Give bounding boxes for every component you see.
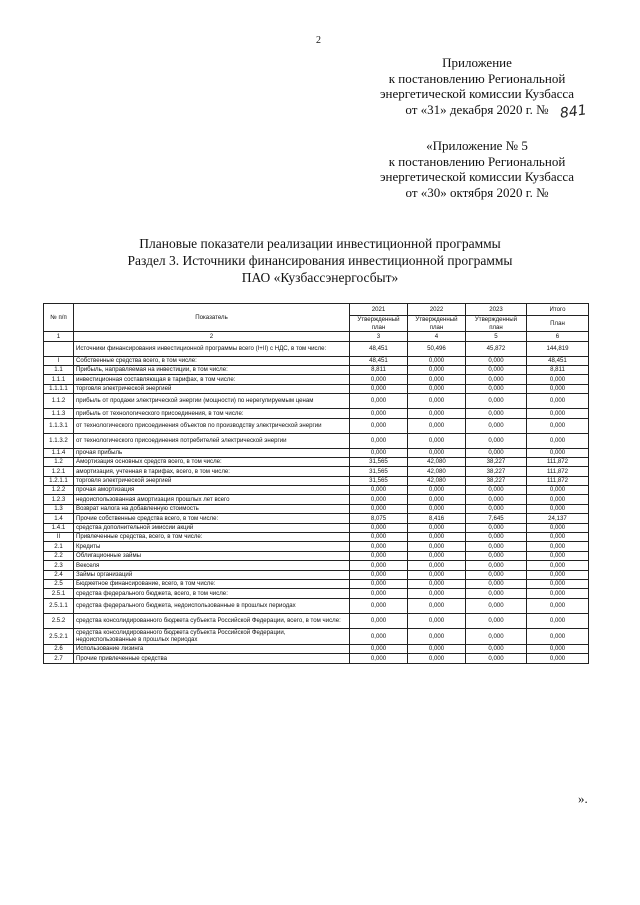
table-row <box>44 375 589 384</box>
row-value-total: 111,872 <box>527 467 589 476</box>
row-value-2022: 0,000 <box>408 542 466 551</box>
header-index-3: 3 <box>350 332 408 341</box>
table-row <box>44 356 589 365</box>
header-index-5: 5 <box>466 332 527 341</box>
title-line3: ПАО «Кузбассэнергосбыт» <box>241 270 399 285</box>
row-label: Прибыль, направляемая на инвестиции, в том числе: <box>74 365 350 374</box>
row-value-2022: 0,000 <box>408 394 466 409</box>
row-num: 2.2 <box>44 551 74 560</box>
row-value-total: 8,811 <box>527 365 589 374</box>
row-value-2023: 0,000 <box>466 570 527 579</box>
row-label: средства федерального бюджета, недоиспользованные в прошлых периодах <box>74 598 350 613</box>
table-row <box>44 551 589 560</box>
row-value-2023: 45,872 <box>466 341 527 356</box>
row-num: 2.7 <box>44 654 74 663</box>
row-label: средства дополнительной эмиссии акций <box>74 523 350 532</box>
row-label: торговля электрической энергией <box>74 384 350 393</box>
row-value-2022: 0,000 <box>408 551 466 560</box>
table-row <box>44 394 589 409</box>
row-num: 1.3 <box>44 504 74 513</box>
row-label: прочая прибыль <box>74 448 350 457</box>
row-num: 2.3 <box>44 561 74 570</box>
row-value-2022: 0,000 <box>408 448 466 457</box>
row-value-2021: 48,451 <box>350 341 408 356</box>
row-num: 2.1 <box>44 542 74 551</box>
row-value-2022: 0,000 <box>408 495 466 504</box>
row-value-total: 0,000 <box>527 644 589 653</box>
financing-sources-table <box>43 303 589 664</box>
row-num: 1.1.3.1 <box>44 418 74 433</box>
row-value-2023: 0,000 <box>466 394 527 409</box>
row-value-2023: 0,000 <box>466 533 527 542</box>
row-value-2021: 31,565 <box>350 457 408 466</box>
row-value-total: 0,000 <box>527 448 589 457</box>
row-num: 1.1.3.2 <box>44 433 74 448</box>
row-label: Прочие собственные средства всего, в том числе: <box>74 514 350 523</box>
row-value-2021: 0,000 <box>350 486 408 495</box>
header-year-2022: 2022 <box>408 304 466 316</box>
row-num: 1.1.4 <box>44 448 74 457</box>
row-value-2021: 0,000 <box>350 628 408 644</box>
row-label: Источники финансирования инвестиционной программы всего (I+II) с НДС, в том числе: <box>74 341 350 356</box>
row-value-2022: 50,496 <box>408 341 466 356</box>
row-num: 1.2.1.1 <box>44 476 74 485</box>
row-num: 2.5.1.1 <box>44 598 74 613</box>
row-value-2022: 0,000 <box>408 375 466 384</box>
row-label: прибыль от продажи электрической энергии (мощности) по нерегулируемым ценам <box>74 394 350 409</box>
header-index-4: 4 <box>408 332 466 341</box>
title-line2: Раздел 3. Источники финансирования инвестиционной программы <box>127 253 513 268</box>
row-label: прибыль от технологического присоединения, в том числе: <box>74 409 350 418</box>
row-value-2022: 0,000 <box>408 561 466 570</box>
row-label: Бюджетное финансирование, всего, в том числе: <box>74 580 350 589</box>
row-num: 1.2.1 <box>44 467 74 476</box>
row-value-2022: 0,000 <box>408 570 466 579</box>
row-value-2023: 0,000 <box>466 580 527 589</box>
header-total-plan: План <box>527 316 589 332</box>
table-row <box>44 570 589 579</box>
row-value-2021: 0,000 <box>350 504 408 513</box>
row-label: средства консолидированного бюджета субъекта Российской Федерации, недоиспользованные в прошлых периодах <box>74 628 350 644</box>
row-value-2023: 0,000 <box>466 356 527 365</box>
table-row <box>44 561 589 570</box>
table-row <box>44 418 589 433</box>
row-value-2023: 0,000 <box>466 613 527 628</box>
row-value-total: 0,000 <box>527 580 589 589</box>
row-label: Возврат налога на добавленную стоимость <box>74 504 350 513</box>
appendix-original-block <box>352 138 602 200</box>
row-value-2023: 38,227 <box>466 476 527 485</box>
row-value-total: 0,000 <box>527 418 589 433</box>
row-value-2023: 0,000 <box>466 523 527 532</box>
table-row <box>44 433 589 448</box>
row-value-2023: 0,000 <box>466 418 527 433</box>
row-value-2021: 31,565 <box>350 467 408 476</box>
row-label: Прочие привлеченные средства <box>74 654 350 663</box>
row-label: Займы организаций <box>74 570 350 579</box>
row-value-2022: 42,080 <box>408 457 466 466</box>
table-row <box>44 628 589 644</box>
row-value-total: 0,000 <box>527 394 589 409</box>
appendix-current-line1: Приложение <box>442 55 512 70</box>
row-value-2022: 0,000 <box>408 523 466 532</box>
table-row <box>44 533 589 542</box>
row-value-2021: 0,000 <box>350 448 408 457</box>
row-value-2021: 0,000 <box>350 551 408 560</box>
table-row <box>44 341 589 356</box>
row-value-2023: 0,000 <box>466 375 527 384</box>
row-label: Использование лизинга <box>74 644 350 653</box>
table-row <box>44 448 589 457</box>
row-value-2023: 0,000 <box>466 628 527 644</box>
row-value-2022: 0,000 <box>408 504 466 513</box>
row-value-total: 0,000 <box>527 433 589 448</box>
header-year-2023: 2023 <box>466 304 527 316</box>
row-value-2022: 0,000 <box>408 486 466 495</box>
row-value-total: 111,872 <box>527 457 589 466</box>
row-value-2022: 0,000 <box>408 533 466 542</box>
row-value-2022: 0,000 <box>408 580 466 589</box>
row-value-total: 24,137 <box>527 514 589 523</box>
row-value-total: 0,000 <box>527 523 589 532</box>
row-value-2021: 0,000 <box>350 384 408 393</box>
row-value-2022: 42,080 <box>408 476 466 485</box>
row-num: 2.5 <box>44 580 74 589</box>
row-value-2022: 0,000 <box>408 384 466 393</box>
row-label: торговля электрической энергией <box>74 476 350 485</box>
row-value-total: 0,000 <box>527 495 589 504</box>
table-row <box>44 514 589 523</box>
row-value-total: 0,000 <box>527 598 589 613</box>
row-label: прочая амортизация <box>74 486 350 495</box>
row-label: Кредиты <box>74 542 350 551</box>
row-value-2021: 0,000 <box>350 375 408 384</box>
row-value-2021: 0,000 <box>350 418 408 433</box>
table-row <box>44 495 589 504</box>
row-value-2022: 0,000 <box>408 365 466 374</box>
table-row <box>44 384 589 393</box>
row-value-2023: 38,227 <box>466 457 527 466</box>
row-value-2023: 0,000 <box>466 448 527 457</box>
row-value-total: 0,000 <box>527 561 589 570</box>
header-plan-2022: Утвержденный план <box>408 316 466 332</box>
row-num: 1.2.2 <box>44 486 74 495</box>
row-value-2023: 0,000 <box>466 495 527 504</box>
row-value-total: 144,819 <box>527 341 589 356</box>
row-value-2023: 0,000 <box>466 409 527 418</box>
row-value-2021: 0,000 <box>350 542 408 551</box>
row-value-2021: 0,000 <box>350 598 408 613</box>
table-body <box>44 341 589 663</box>
appendix-current-line3: энергетической комиссии Кузбасса <box>379 86 575 101</box>
row-num: 2.5.2 <box>44 613 74 628</box>
row-value-total: 0,000 <box>527 384 589 393</box>
row-value-total: 0,000 <box>527 533 589 542</box>
row-value-2021: 0,000 <box>350 570 408 579</box>
appendix-original-line3: энергетической комиссии Кузбасса <box>379 169 575 184</box>
row-value-2021: 0,000 <box>350 495 408 504</box>
row-value-total: 111,872 <box>527 476 589 485</box>
row-num <box>44 341 74 356</box>
row-value-2021: 0,000 <box>350 409 408 418</box>
row-value-2021: 0,000 <box>350 613 408 628</box>
row-label: Облигационные займы <box>74 551 350 560</box>
table-row <box>44 486 589 495</box>
row-value-2022: 0,000 <box>408 589 466 598</box>
row-value-2023: 0,000 <box>466 504 527 513</box>
row-value-total: 0,000 <box>527 589 589 598</box>
row-num: 2.5.1 <box>44 589 74 598</box>
row-value-total: 0,000 <box>527 409 589 418</box>
row-value-2022: 0,000 <box>408 598 466 613</box>
row-value-2022: 0,000 <box>408 654 466 663</box>
row-label: инвестиционная составляющая в тарифах, в том числе: <box>74 375 350 384</box>
table-row <box>44 654 589 663</box>
row-value-2023: 38,227 <box>466 467 527 476</box>
header-col-num: № п/п <box>44 304 74 332</box>
closing-mark: ». <box>578 791 588 806</box>
row-label: от технологического присоединения потребителей электрической энергии <box>74 433 350 448</box>
row-value-2023: 7,645 <box>466 514 527 523</box>
row-value-2021: 0,000 <box>350 644 408 653</box>
row-num: 1.4.1 <box>44 523 74 532</box>
row-value-2021: 0,000 <box>350 561 408 570</box>
row-num: 1.2 <box>44 457 74 466</box>
table-row <box>44 457 589 466</box>
row-value-2023: 0,000 <box>466 644 527 653</box>
row-value-2022: 0,000 <box>408 613 466 628</box>
row-value-total: 0,000 <box>527 654 589 663</box>
row-num: 2.6 <box>44 644 74 653</box>
row-value-2021: 0,000 <box>350 589 408 598</box>
handwritten-number: 841 <box>559 102 588 122</box>
row-value-2022: 0,000 <box>408 628 466 644</box>
table-row <box>44 589 589 598</box>
row-value-2023: 0,000 <box>466 384 527 393</box>
table-row <box>44 504 589 513</box>
row-value-2021: 0,000 <box>350 533 408 542</box>
header-index-6: 6 <box>527 332 589 341</box>
row-value-2023: 0,000 <box>466 561 527 570</box>
table-row <box>44 467 589 476</box>
row-label: недоиспользованная амортизация прошлых лет всего <box>74 495 350 504</box>
table-row <box>44 613 589 628</box>
row-value-2022: 0,000 <box>408 644 466 653</box>
appendix-original-line4: от «30» октября 2020 г. № <box>405 184 549 200</box>
row-label: Привлеченные средства, всего, в том числе: <box>74 533 350 542</box>
table-row <box>44 365 589 374</box>
row-value-2023: 0,000 <box>466 654 527 663</box>
row-num: 1.1.1 <box>44 375 74 384</box>
table-row <box>44 580 589 589</box>
row-label: Собственные средства всего, в том числе: <box>74 356 350 365</box>
row-value-2021: 0,000 <box>350 580 408 589</box>
row-value-2022: 0,000 <box>408 418 466 433</box>
row-value-2021: 0,000 <box>350 654 408 663</box>
row-value-2023: 0,000 <box>466 598 527 613</box>
document-title <box>60 235 580 286</box>
table-row <box>44 598 589 613</box>
row-num: 1.1.3 <box>44 409 74 418</box>
row-value-total: 0,000 <box>527 628 589 644</box>
header-index-2: 2 <box>74 332 350 341</box>
appendix-original-line1: «Приложение № 5 <box>426 138 528 153</box>
row-num: 1.1.2 <box>44 394 74 409</box>
row-value-2021: 48,451 <box>350 356 408 365</box>
appendix-current-line2: к постановлению Региональной <box>388 70 566 86</box>
header-index-1: 1 <box>44 332 74 341</box>
row-num: 2.4 <box>44 570 74 579</box>
row-value-total: 0,000 <box>527 613 589 628</box>
row-num: 2.5.2.1 <box>44 628 74 644</box>
table-row <box>44 523 589 532</box>
row-value-2022: 8,416 <box>408 514 466 523</box>
header-total: Итого <box>527 304 589 316</box>
table-row <box>44 409 589 418</box>
row-value-total: 0,000 <box>527 486 589 495</box>
row-num: 1.1 <box>44 365 74 374</box>
header-plan-2023: Утвержденный план <box>466 316 527 332</box>
row-value-2023: 0,000 <box>466 433 527 448</box>
row-value-2021: 31,565 <box>350 476 408 485</box>
row-value-2022: 0,000 <box>408 433 466 448</box>
row-value-2022: 0,000 <box>408 409 466 418</box>
row-label: от технологического присоединения объектов по производству электрической энергии <box>74 418 350 433</box>
table-row <box>44 644 589 653</box>
row-num: 1.4 <box>44 514 74 523</box>
row-label: средства федерального бюджета, всего, в том числе: <box>74 589 350 598</box>
row-label: средства консолидированного бюджета субъекта Российской Федерации, всего, в том числе: <box>74 613 350 628</box>
row-value-2023: 0,000 <box>466 551 527 560</box>
row-value-2021: 8,075 <box>350 514 408 523</box>
row-value-2021: 0,000 <box>350 523 408 532</box>
row-value-total: 0,000 <box>527 542 589 551</box>
row-value-2022: 42,080 <box>408 467 466 476</box>
row-num: 1.1.1.1 <box>44 384 74 393</box>
appendix-original-line2: к постановлению Региональной <box>388 153 566 169</box>
row-value-2023: 0,000 <box>466 542 527 551</box>
row-num: 1.2.3 <box>44 495 74 504</box>
row-value-total: 48,451 <box>527 356 589 365</box>
row-value-total: 0,000 <box>527 504 589 513</box>
table-row <box>44 476 589 485</box>
row-label: Амортизация основных средств всего, в том числе: <box>74 457 350 466</box>
header-col-indicator: Показатель <box>74 304 350 332</box>
row-label: амортизация, учтенная в тарифах, всего, в том числе: <box>74 467 350 476</box>
title-line1: Плановые показатели реализации инвестиционной программы <box>139 236 501 251</box>
row-num: I <box>44 356 74 365</box>
row-value-2023: 0,000 <box>466 589 527 598</box>
row-value-2021: 0,000 <box>350 433 408 448</box>
appendix-current-line4: от «31» декабря 2020 г. № <box>405 101 549 117</box>
row-value-2022: 0,000 <box>408 356 466 365</box>
header-plan-2021: Утвержденный план <box>350 316 408 332</box>
row-value-2023: 0,000 <box>466 486 527 495</box>
table-row <box>44 542 589 551</box>
row-value-2023: 0,000 <box>466 365 527 374</box>
page-number: 2 <box>316 35 321 46</box>
row-value-total: 0,000 <box>527 551 589 560</box>
row-label: Векселя <box>74 561 350 570</box>
row-value-total: 0,000 <box>527 570 589 579</box>
row-value-2021: 0,000 <box>350 394 408 409</box>
row-value-2021: 8,811 <box>350 365 408 374</box>
row-value-total: 0,000 <box>527 375 589 384</box>
header-year-2021: 2021 <box>350 304 408 316</box>
row-num: II <box>44 533 74 542</box>
